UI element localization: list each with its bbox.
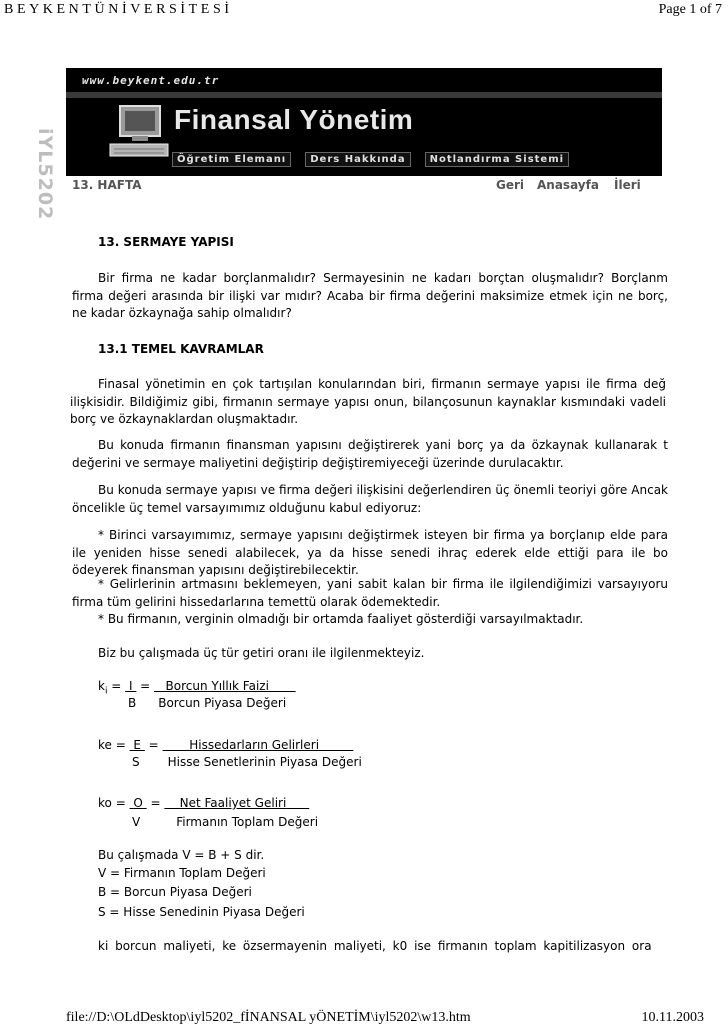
formula-ko-denominator-text: Firmanın Toplam Değeri (176, 815, 319, 829)
paragraph-1: Finasal yönetimin en çok tartışılan konularından biri, firmanın sermaye yapısı ile firma değ ilişkisidir. Bildiğimiz gibi, firmanın sermaye yapısı onun, bilançosunun kaynaklar kısmındaki vadeli borç ve özkaynaklardan oluşmaktadır. (70, 377, 666, 426)
nav-grading-system[interactable]: Notlandırma Sistemi (425, 152, 569, 167)
week-label: 13. HAFTA (72, 178, 142, 192)
formula-ko-numerator: O (133, 796, 143, 810)
formula-ko-numerator-row: ko = O = Net Faaliyet Geliri (98, 796, 309, 810)
print-footer (0, 1008, 728, 1028)
course-code: iYL5202 (34, 128, 56, 221)
paragraph-3: Bu konuda sermaye yapısı ve firma değeri ilişkisini değerlendiren üç önemli teoriyi göre Ancak öncelikle üç temel varsayımımız olduğunu kabul ediyoruz: (72, 483, 668, 515)
formula-ke-denominator-text: Hisse Senetlerinin Piyasa Değeri (167, 755, 362, 769)
nav-about-course[interactable]: Ders Hakkında (305, 152, 410, 167)
nav-instructor[interactable]: Öğretim Elemanı (172, 152, 291, 167)
closing-paragraph: ki borcun maliyeti, ke özsermayenin maliyeti, k0 ise firmanın toplam kapitilizasyon ora (98, 939, 652, 953)
section-title: 13. SERMAYE YAPISI (98, 235, 234, 249)
home-link[interactable]: Anasayfa (537, 178, 599, 192)
definition-line: V = Firmanın Toplam Değeri (98, 866, 266, 880)
formula-ke-numerator: E (133, 738, 142, 752)
next-link[interactable]: İleri (614, 178, 641, 192)
subsection-title: 13.1 TEMEL KAVRAMLAR (98, 342, 264, 356)
print-date: 10.11.2003 (641, 1010, 704, 1025)
formula-ko-denominator: V (132, 815, 141, 829)
returns-intro: Biz bu çalışmada üç tür getiri oranı ile ilgilenmekteyiz. (98, 646, 425, 660)
formula-ki-denominator: B (128, 696, 137, 710)
intro-paragraph: Bir firma ne kadar borçlanmalıdır? Sermayesinin ne kadarı borçtan oluşmalıdır? Borçlanm firma değeri arasında bir ilişki var mıdır? Acaba bir firma değerini maksimize etmek için ne borç, ne kadar özkaynağa sahip olmalıdır? (72, 271, 668, 320)
print-file-path: file://D:\OLdDesktop\iyl5202_fİNANSAL yÖNETİM\iyl5202\w13.htm (66, 1010, 471, 1025)
formula-ki-numerator-row: $k_i = I$ = Borcun Yıllık Faizi (98, 679, 296, 696)
definition-line: S = Hisse Senedinin Piyasa Değeri (98, 905, 305, 919)
formula-ke-numerator-row: ke = E = Hissedarların Gelirleri (98, 738, 353, 752)
assumption-2: * Gelirlerinin artmasını beklemeyen, yani sabit kalan bir firma ile ilgilendiğimizi varsayıyoru firma tüm gelirini hissedarlarına temettü olarak ödemektedir. (72, 577, 668, 609)
definition-line: B = Borcun Piyasa Değeri (98, 885, 252, 899)
back-link[interactable]: Geri (496, 178, 525, 192)
paragraph-2: Bu konuda firmanın finansman yapısını değiştirerek yani borç ya da özkaynak kullanarak t değerini ve sermaye maliyetini değiştirip değiştiremiyeceği üzerinde durulacaktır. (72, 438, 668, 470)
formula-ko-numerator-text: Net Faaliyet Geliri (179, 796, 287, 810)
print-page-number: Page 1 of 7 (658, 2, 722, 17)
assumption-3: * Bu firmanın, verginin olmadığı bir ortamda faaliyet gösterdiği varsayılmaktadır. (98, 612, 584, 626)
formula-ke-numerator-text: Hissedarların Gelirleri (189, 738, 320, 752)
banner-title: Finansal Yönetim (174, 104, 414, 135)
print-header-title: BEYKENTÜNİVERSİTESİ (4, 2, 233, 17)
formula-ki-denominator-row (128, 696, 286, 710)
formula-ko-denominator-row (132, 815, 318, 829)
banner-url[interactable]: www.beykent.edu.tr (82, 74, 220, 87)
formula-ki-numerator-text: Borcun Yıllık Faizi (165, 679, 269, 693)
formula-ki-numerator: I (128, 679, 133, 693)
formula-ki-denominator-text: Borcun Piyasa Değeri (158, 696, 287, 710)
formula-ke-denominator-row (132, 755, 362, 769)
assumption-1: * Birinci varsayımımız, sermaye yapısını değiştirmek isteyen bir firma ya borçlanıp elde para ile yeniden hisse senedi alabilecek, ya da hisse senedi ihraç ederek elde ettiği para ile bo ödeyerek finansman yapısını değiştirebilecektir. (72, 528, 668, 577)
definition-line: Bu çalışmada V = B + S dir. (98, 848, 265, 862)
formula-ke-denominator: S (132, 755, 140, 769)
